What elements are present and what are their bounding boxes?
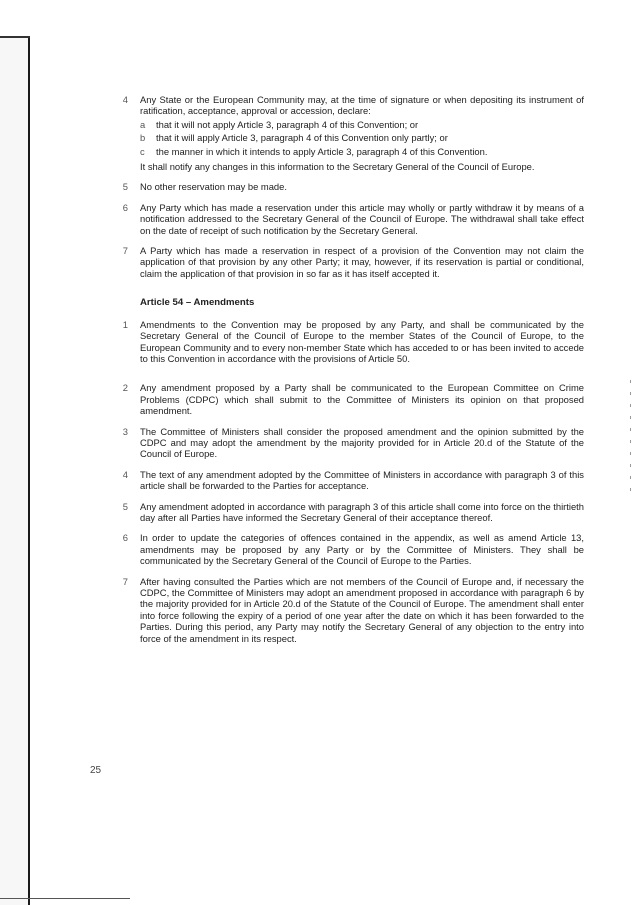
paragraph-text: No other reservation may be made. (140, 181, 287, 193)
paragraph-number: 6 (122, 201, 128, 213)
paragraph-number: 3 (122, 425, 128, 437)
paragraph-number: 7 (122, 245, 128, 257)
paragraph-53-6 (122, 201, 584, 236)
paragraph-53-5 (122, 181, 584, 193)
document-body (122, 94, 585, 653)
scan-margin-marks (630, 380, 632, 530)
paragraph-54-1 (122, 318, 584, 365)
paragraph-text: In order to update the categories of offences contained in the appendix, as well as amend Article 13, amendments may be proposed by any Party or by the Committee of Ministers. They shall be communicated by the Secretary General of the Council of Europe to the Parties. (140, 532, 584, 567)
paragraph-number: 7 (122, 575, 128, 587)
binding-edge (0, 38, 30, 905)
page-number: 25 (90, 765, 102, 776)
paragraph-number: 5 (122, 500, 128, 512)
paragraph-text: Any Party which has made a reservation under this article may wholly or partly withdraw it by means of a notification addressed to the Secretary General of the Council of Europe. The withdrawal shall take effect on the date of receipt of such notification by the Secretary General. (140, 201, 584, 236)
paragraph-number: 6 (122, 532, 128, 544)
list-letter: a (140, 118, 146, 130)
article-heading: Article 54 – Amendments (140, 297, 255, 309)
paragraph-53-7 (122, 245, 584, 279)
paragraph-number: 4 (122, 468, 128, 480)
bottom-rule (0, 898, 130, 899)
list-letter: c (140, 145, 145, 157)
paragraph-number: 2 (122, 382, 128, 394)
paragraph-text: After having consulted the Parties which are not members of the Council of Europe and, if necessary the CDPC, the Committee of Ministers may adopt an amendment proposed in accordance with paragraph 6 by the majority provided for in Article 20.d of the Statute of the Council of Europe. The amendment shall enter into force following the expiry of a period of one year after the date on which it has been forwarded to the Parties. During this period, any Party may notify the Secretary General of any objection to the entry into force of the amendment in its respect. (140, 575, 584, 644)
list-item (140, 146, 584, 157)
list-text: that it will apply Article 3, paragraph 4 of this Convention only partly; or (156, 132, 448, 144)
paragraph-note: It shall notify any changes in this information to the Secretary General of the Council of Europe. (140, 161, 535, 173)
paragraph-text: A Party which has made a reservation in respect of a provision of the Convention may not claim the application of that provision by any other Party; it may, however, if its reservation is partial or conditional, claim the application of that provision in so far as it has itself accepted it. (140, 245, 584, 279)
paragraph-54-4 (122, 468, 584, 492)
list-text: the manner in which it intends to apply Article 3, paragraph 4 of this Convention. (156, 145, 488, 157)
paragraph-54-7 (122, 575, 584, 644)
paragraph-text: Amendments to the Convention may be proposed by any Party, and shall be communicated by the Secretary General of the Council of Europe to the member States of the Council of Europe, to the European Community and to every non-member State which has acceded to or has been invited to accede to this Convention in accordance with the provisions of Article 50. (140, 318, 584, 364)
paragraph-54-2 (122, 382, 584, 417)
paragraph-text: The Committee of Ministers shall consider the proposed amendment and the opinion submitted by the CDPC and may adopt the amendment by the majority provided for in Article 20.d of the Statute of the Council of Europe. (140, 425, 584, 460)
list-letter: b (140, 132, 146, 144)
paragraph-text: Any amendment adopted in accordance with paragraph 3 of this article shall come into force on the thirtieth day after all Parties have informed the Secretary General of their acceptance thereof. (140, 500, 585, 523)
paragraph-number: 5 (122, 181, 128, 193)
paragraph-number: 1 (122, 318, 128, 330)
list-text: that it will not apply Article 3, paragraph 4 of this Convention; or (156, 118, 419, 130)
paragraph-number: 4 (122, 94, 128, 105)
paragraph-text: Any amendment proposed by a Party shall be communicated to the European Committee on Crime Problems (CDPC) which shall submit to the Committee of Ministers its opinion on that proposed amendment. (140, 382, 584, 417)
paragraph-53-4 (122, 94, 584, 173)
list-item (140, 119, 584, 130)
paragraph-54-6 (122, 532, 584, 567)
paragraph-text: Any State or the European Community may, at the time of signature or when depositing its instrument of ratification, acceptance, approval or accession, declare: (140, 94, 584, 117)
paragraph-54-5 (122, 500, 585, 524)
list-item (140, 132, 584, 143)
paragraph-text: The text of any amendment adopted by the Committee of Ministers in accordance with paragraph 3 of this article shall be forwarded to the Parties for acceptance. (140, 468, 584, 492)
paragraph-54-3 (122, 425, 584, 460)
